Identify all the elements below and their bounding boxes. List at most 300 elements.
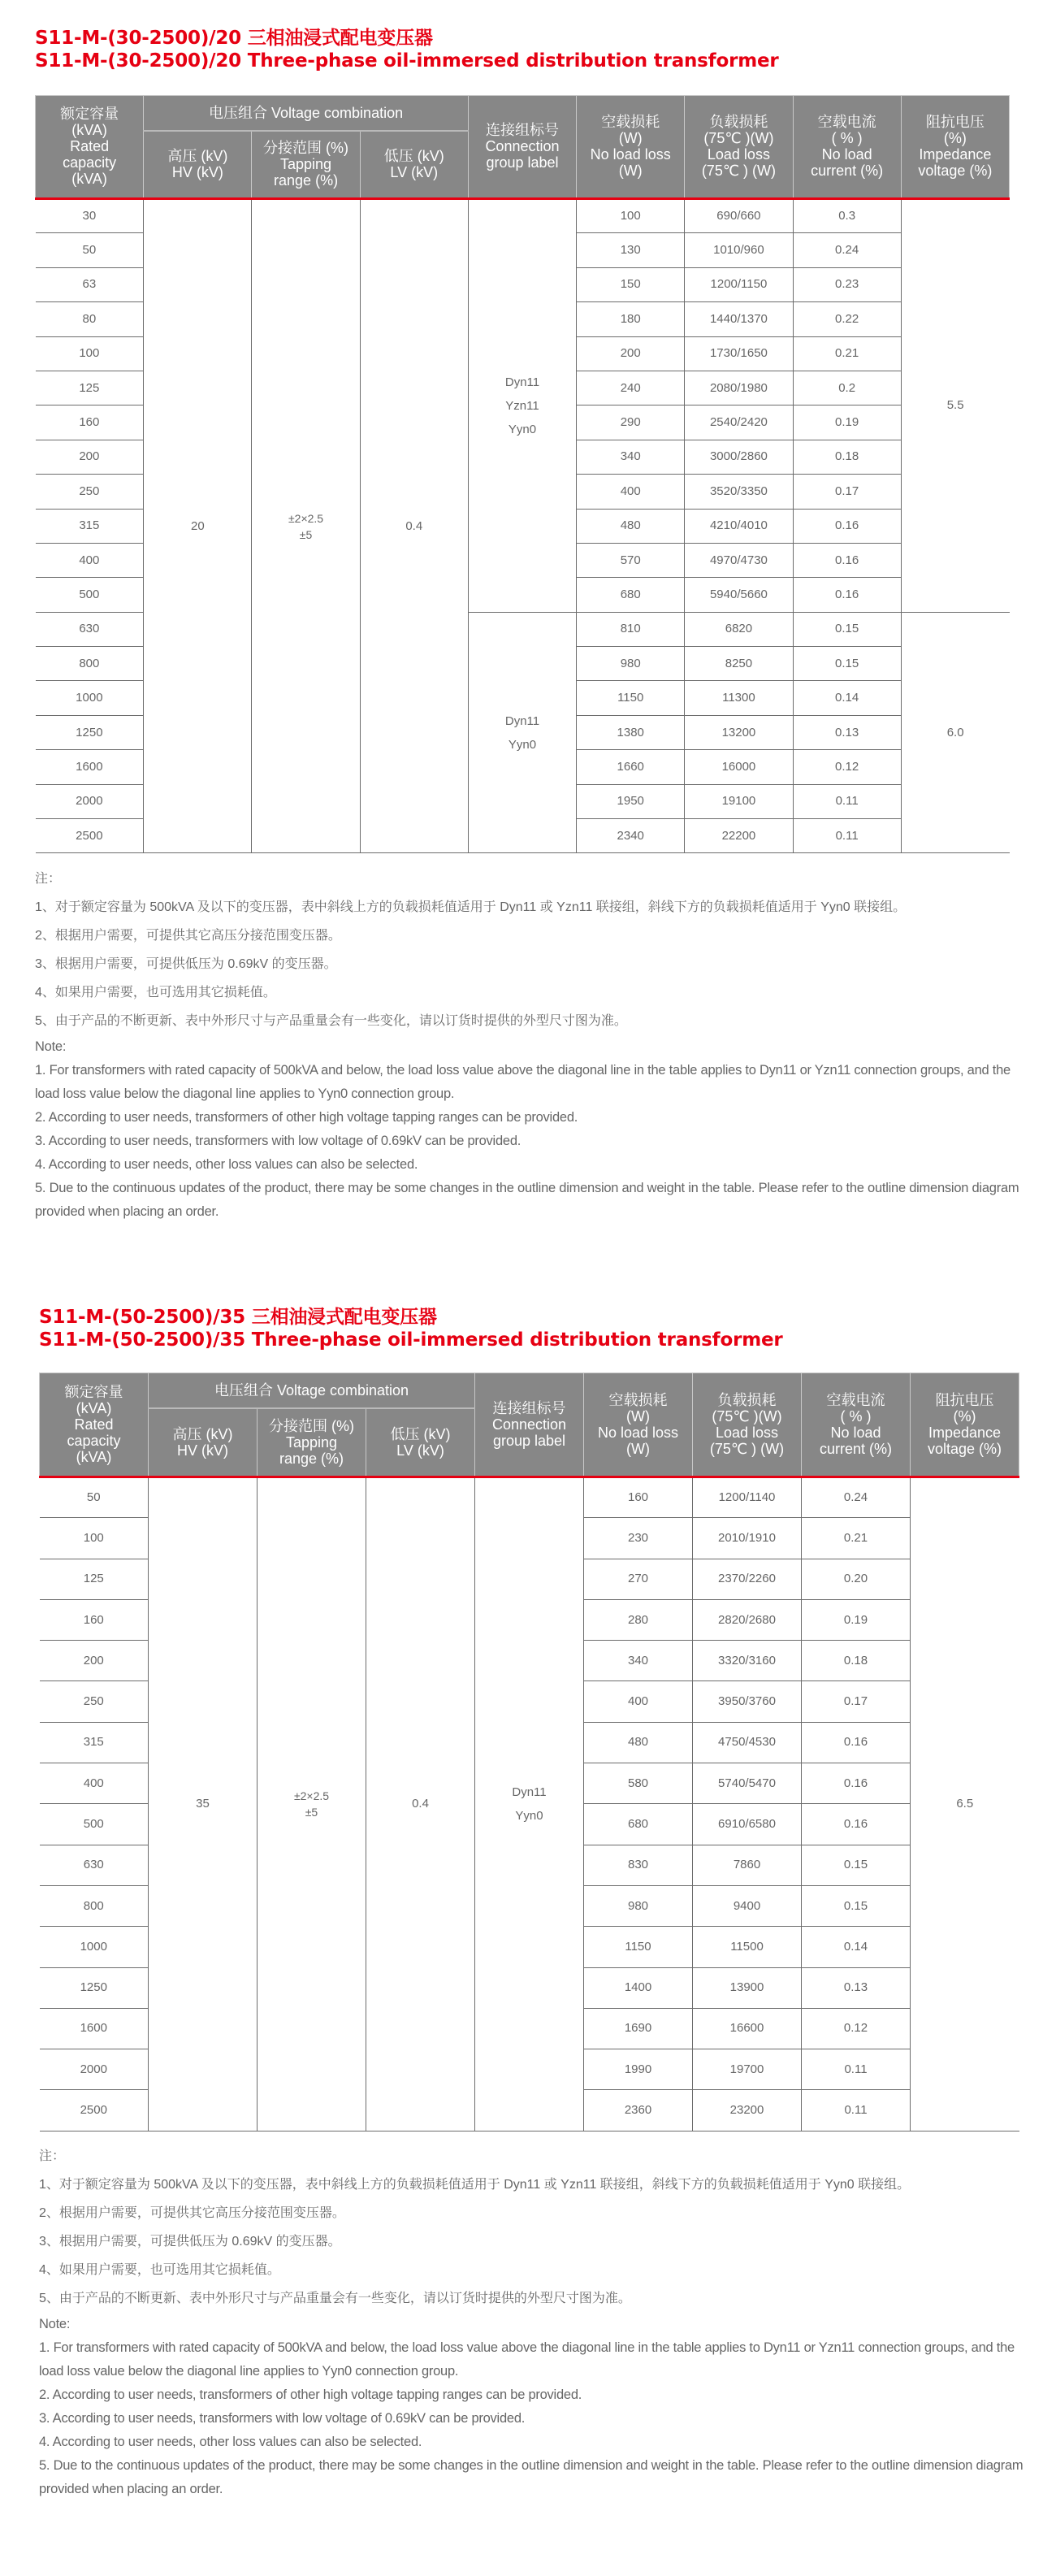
cell-no-load-loss: 2360 bbox=[584, 2090, 693, 2131]
header-text-line: Connection bbox=[491, 1416, 567, 1433]
col-header-rated-capacity bbox=[40, 1373, 149, 1477]
col-header-voltage-combination bbox=[149, 1373, 475, 1409]
header-text bbox=[903, 114, 1007, 179]
cell-rated-capacity: 200 bbox=[40, 1641, 149, 1681]
cell-no-load-current: 0.11 bbox=[802, 2090, 911, 2131]
cell-no-load-current: 0.19 bbox=[802, 1599, 911, 1640]
cell-load-loss: 5740/5470 bbox=[693, 1763, 802, 1804]
cell-rated-capacity: 125 bbox=[40, 1559, 149, 1599]
cell-no-load-loss: 1150 bbox=[584, 1927, 693, 1967]
cell-rated-capacity: 315 bbox=[40, 1722, 149, 1763]
header-text-line: ( % ) bbox=[840, 1407, 872, 1425]
col-header-no-load-loss bbox=[577, 96, 685, 199]
cell-rated-capacity: 2000 bbox=[40, 2049, 149, 2090]
cell-rated-capacity: 315 bbox=[36, 509, 144, 543]
cell-no-load-current: 0.21 bbox=[802, 1518, 911, 1559]
cell-no-load-loss: 400 bbox=[577, 475, 685, 509]
connection-group-value-line: Yyn0 bbox=[515, 1809, 543, 1824]
cell-rated-capacity: 160 bbox=[36, 405, 144, 440]
note-item-zh: 1、对于额定容量为 500kVA 及以下的变压器，表中斜线上方的负载损耗值适用于 Dyn11 或 Yzn11 联接组，斜线下方的负载损耗值适用于 Yyn0 联接组。 bbox=[35, 900, 907, 914]
cell-no-load-current: 0.13 bbox=[793, 715, 901, 749]
connection-group-value bbox=[475, 1780, 583, 1828]
cell-no-load-loss: 570 bbox=[577, 543, 685, 577]
cell-hv: 20 bbox=[144, 198, 252, 852]
connection-group-value-line: Dyn11 bbox=[504, 375, 540, 389]
cell-no-load-loss: 150 bbox=[577, 267, 685, 301]
cell-no-load-loss: 980 bbox=[584, 1885, 693, 1926]
header-text-line: capacity bbox=[63, 154, 117, 171]
cell-no-load-current: 0.15 bbox=[802, 1845, 911, 1885]
col-header-tapping-range bbox=[252, 131, 360, 199]
cell-rated-capacity: 500 bbox=[40, 1804, 149, 1845]
cell-load-loss: 8250 bbox=[685, 647, 793, 681]
header-text-line: current (%) bbox=[819, 1440, 892, 1457]
header-text-line: No load bbox=[821, 146, 872, 163]
note-item-en: 3. According to user needs, transformers with low voltage of 0.69kV can be provided. bbox=[35, 1134, 522, 1148]
cell-rated-capacity: 30 bbox=[36, 198, 144, 232]
cell-no-load-current: 0.24 bbox=[793, 233, 901, 267]
spec-table bbox=[35, 95, 1010, 853]
cell-connection-group bbox=[475, 1477, 584, 2131]
note-item-zh: 1、对于额定容量为 500kVA 及以下的变压器，表中斜线上方的负载损耗值适用于 Dyn11 或 Yzn11 联接组，斜线下方的负载损耗值适用于 Yyn0 联接组。 bbox=[39, 2178, 911, 2192]
cell-no-load-loss: 280 bbox=[584, 1599, 693, 1640]
cell-rated-capacity: 1000 bbox=[36, 681, 144, 715]
header-text-line: (W) bbox=[626, 1407, 650, 1425]
cell-load-loss: 6910/6580 bbox=[693, 1804, 802, 1845]
cell-no-load-current: 0.18 bbox=[793, 440, 901, 474]
header-text bbox=[695, 1392, 799, 1457]
connection-group-value-line: Yzn11 bbox=[505, 398, 539, 413]
cell-no-load-current: 0.19 bbox=[793, 405, 901, 440]
cell-no-load-loss: 580 bbox=[584, 1763, 693, 1804]
cell-load-loss: 2370/2260 bbox=[693, 1559, 802, 1599]
header-text-line: voltage (%) bbox=[918, 163, 993, 180]
cell-rated-capacity: 800 bbox=[36, 647, 144, 681]
col-header-lv bbox=[366, 1408, 475, 1477]
cell-rated-capacity: 1250 bbox=[40, 1967, 149, 2008]
header-text-line: (%) bbox=[943, 130, 967, 147]
header-text-line: LV (kV) bbox=[396, 1442, 444, 1459]
header-text-line: HV (kV) bbox=[171, 164, 223, 181]
cell-load-loss: 13900 bbox=[693, 1967, 802, 2008]
header-text-line: No load loss bbox=[597, 1424, 679, 1441]
cell-rated-capacity: 100 bbox=[36, 336, 144, 371]
cell-no-load-current: 0.16 bbox=[802, 1804, 911, 1845]
note-item-zh: 4、如果用户需要，也可选用其它损耗值。 bbox=[39, 2263, 280, 2277]
notes-chinese bbox=[35, 865, 1022, 1035]
note-item-en: 3. According to user needs, transformers with low voltage of 0.69kV can be provided. bbox=[39, 2411, 526, 2426]
note-item-en: 2. According to user needs, transformers of other high voltage tapping ranges can be provided. bbox=[39, 2387, 582, 2402]
section-title-zh: S11-M-(50-2500)/35 三相油浸式配电变压器 bbox=[39, 1307, 437, 1328]
cell-load-loss: 19100 bbox=[685, 784, 793, 818]
cell-load-loss: 4750/4530 bbox=[693, 1722, 802, 1763]
cell-no-load-current: 0.24 bbox=[802, 1477, 911, 1517]
cell-rated-capacity: 500 bbox=[36, 578, 144, 612]
col-header-voltage-combination bbox=[144, 96, 469, 131]
header-text-line: 阻抗电压 bbox=[935, 1391, 994, 1408]
notes-chinese-title: 注： bbox=[39, 2149, 66, 2163]
cell-lv: 0.4 bbox=[360, 198, 468, 852]
cell-rated-capacity: 1600 bbox=[36, 750, 144, 784]
header-text-line: 高压 (kV) bbox=[167, 148, 228, 165]
header-text-line: (75℃ ) (W) bbox=[709, 1440, 785, 1457]
notes-english bbox=[35, 1035, 1022, 1224]
note-item-en: 5. Due to the continuous updates of the product, there may be some changes in the outline dimension and weight in the table. Please refer to the outline dimension diagram provided when placing an order. bbox=[39, 2458, 1024, 2496]
header-text bbox=[253, 140, 357, 189]
note-item-zh: 5、由于产品的不断更新、表中外形尺寸与产品重量会有一些变化，请以订货时提供的外型尺寸图为准。 bbox=[35, 1014, 627, 1028]
header-text-line: (75℃ )(W) bbox=[703, 130, 774, 147]
notes-english-title: Note: bbox=[39, 2317, 71, 2331]
cell-no-load-current: 0.11 bbox=[793, 784, 901, 818]
cell-no-load-loss: 810 bbox=[577, 612, 685, 646]
col-header-hv bbox=[149, 1408, 258, 1477]
note-item-en: 4. According to user needs, other loss values can also be selected. bbox=[39, 2435, 422, 2449]
cell-load-loss: 13200 bbox=[685, 715, 793, 749]
cell-impedance-voltage: 6.5 bbox=[911, 1477, 1019, 2131]
header-text bbox=[795, 114, 899, 179]
cell-tapping-range bbox=[252, 198, 360, 852]
connection-group-value bbox=[469, 709, 576, 757]
cell-rated-capacity: 630 bbox=[36, 612, 144, 646]
cell-load-loss: 3950/3760 bbox=[693, 1681, 802, 1722]
cell-no-load-loss: 100 bbox=[577, 198, 685, 232]
header-text-line: 高压 (kV) bbox=[172, 1426, 233, 1442]
cell-no-load-current: 0.16 bbox=[802, 1722, 911, 1763]
cell-no-load-loss: 830 bbox=[584, 1845, 693, 1885]
notes-chinese-title: 注： bbox=[35, 872, 62, 886]
cell-load-loss: 1010/960 bbox=[685, 233, 793, 267]
cell-no-load-current: 0.11 bbox=[802, 2049, 911, 2090]
cell-no-load-loss: 290 bbox=[577, 405, 685, 440]
notes-block bbox=[39, 2142, 1026, 2501]
cell-no-load-loss: 200 bbox=[577, 336, 685, 371]
cell-rated-capacity: 50 bbox=[36, 233, 144, 267]
cell-load-loss: 3000/2860 bbox=[685, 440, 793, 474]
note-item-en: 4. According to user needs, other loss values can also be selected. bbox=[35, 1157, 418, 1172]
header-text-line: Tapping bbox=[280, 156, 332, 173]
tapping-value-line: ±5 bbox=[305, 1806, 318, 1819]
cell-rated-capacity: 400 bbox=[36, 543, 144, 577]
header-text-line: ( % ) bbox=[831, 130, 863, 147]
cell-no-load-loss: 480 bbox=[584, 1722, 693, 1763]
cell-load-loss: 4970/4730 bbox=[685, 543, 793, 577]
cell-rated-capacity: 630 bbox=[40, 1845, 149, 1885]
header-text-line: Impedance bbox=[919, 146, 992, 163]
cell-no-load-current: 0.12 bbox=[802, 2008, 911, 2049]
cell-rated-capacity: 200 bbox=[36, 440, 144, 474]
header-text-line: No load bbox=[830, 1424, 881, 1441]
cell-no-load-loss: 160 bbox=[584, 1477, 693, 1517]
header-text-line: (75℃ ) (W) bbox=[701, 163, 777, 180]
cell-load-loss: 11500 bbox=[693, 1927, 802, 1967]
cell-no-load-loss: 1950 bbox=[577, 784, 685, 818]
cell-no-load-current: 0.14 bbox=[793, 681, 901, 715]
tapping-value-line: ±5 bbox=[299, 527, 313, 541]
cell-load-loss: 3520/3350 bbox=[685, 475, 793, 509]
notes-english-title: Note: bbox=[35, 1039, 67, 1054]
cell-no-load-loss: 1690 bbox=[584, 2008, 693, 2049]
header-text-line: 负载损耗 bbox=[709, 114, 768, 131]
cell-no-load-current: 0.2 bbox=[793, 371, 901, 405]
cell-connection-group bbox=[468, 612, 576, 853]
cell-no-load-current: 0.20 bbox=[802, 1559, 911, 1599]
header-text-line: 空载电流 bbox=[826, 1391, 885, 1408]
header-text bbox=[912, 1392, 1017, 1457]
table-row bbox=[36, 198, 1010, 232]
cell-load-loss: 22200 bbox=[685, 819, 793, 853]
cell-no-load-current: 0.14 bbox=[802, 1927, 911, 1967]
cell-rated-capacity: 160 bbox=[40, 1599, 149, 1640]
cell-no-load-loss: 1990 bbox=[584, 2049, 693, 2090]
note-item-zh: 5、由于产品的不断更新、表中外形尺寸与产品重量会有一些变化，请以订货时提供的外型尺寸图为准。 bbox=[39, 2292, 631, 2305]
header-text-line: 空载电流 bbox=[817, 114, 876, 131]
header-text-line: 额定容量 bbox=[64, 1383, 123, 1400]
header-text-line: 低压 (kV) bbox=[390, 1426, 451, 1442]
header-text: 电压组合 Voltage combination bbox=[214, 1382, 409, 1399]
section-title-zh: S11-M-(30-2500)/20 三相油浸式配电变压器 bbox=[35, 28, 433, 49]
cell-rated-capacity: 2500 bbox=[40, 2090, 149, 2131]
cell-load-loss: 16000 bbox=[685, 750, 793, 784]
cell-load-loss: 19700 bbox=[693, 2049, 802, 2090]
header-text-line: range (%) bbox=[279, 1451, 344, 1467]
cell-load-loss: 1730/1650 bbox=[685, 336, 793, 371]
header-text-line: (75℃ )(W) bbox=[712, 1407, 782, 1425]
cell-load-loss: 2010/1910 bbox=[693, 1518, 802, 1559]
header-text-line: Load loss bbox=[715, 1424, 779, 1441]
header-text bbox=[259, 1418, 364, 1467]
connection-group-value-line: Yyn0 bbox=[508, 737, 537, 752]
cell-no-load-current: 0.22 bbox=[793, 302, 901, 336]
note-item-en: 1. For transformers with rated capacity of 500kVA and below, the load loss value above the diagonal line in the table applies to Dyn11 or Yzn11 connection groups, and the load loss value below the diagonal line applies to Yyn0 connection group. bbox=[35, 1063, 1011, 1101]
tapping-value bbox=[252, 510, 359, 543]
cell-rated-capacity: 1000 bbox=[40, 1927, 149, 1967]
header-text-line: (kVA) bbox=[76, 1448, 112, 1465]
cell-rated-capacity: 63 bbox=[36, 267, 144, 301]
cell-no-load-current: 0.11 bbox=[793, 819, 901, 853]
cell-no-load-current: 0.16 bbox=[793, 578, 901, 612]
connection-group-value-line: Dyn11 bbox=[512, 1785, 547, 1800]
header-text-line: Tapping bbox=[285, 1434, 338, 1451]
header-text-line: 分接范围 (%) bbox=[263, 140, 349, 157]
cell-load-loss: 9400 bbox=[693, 1885, 802, 1926]
header-text-line: 阻抗电压 bbox=[925, 114, 985, 131]
cell-no-load-current: 0.23 bbox=[793, 267, 901, 301]
header-text bbox=[368, 1426, 473, 1459]
cell-rated-capacity: 2500 bbox=[36, 819, 144, 853]
cell-load-loss: 2820/2680 bbox=[693, 1599, 802, 1640]
header-text bbox=[578, 114, 682, 179]
col-header-hv bbox=[144, 131, 252, 199]
header-text-line: Rated bbox=[70, 138, 110, 155]
header-text-line: range (%) bbox=[274, 172, 339, 189]
cell-no-load-current: 0.13 bbox=[802, 1967, 911, 2008]
cell-load-loss: 1200/1140 bbox=[693, 1477, 802, 1517]
header-text bbox=[145, 148, 249, 180]
col-header-impedance-voltage bbox=[901, 96, 1009, 199]
cell-impedance-voltage: 6.0 bbox=[901, 612, 1009, 853]
header-text bbox=[477, 1400, 582, 1449]
section-title-en: S11-M-(30-2500)/20 Three-phase oil-immersed distribution transformer bbox=[35, 50, 779, 72]
col-header-no-load-current bbox=[802, 1373, 911, 1477]
col-header-rated-capacity bbox=[36, 96, 144, 199]
cell-no-load-loss: 1150 bbox=[577, 681, 685, 715]
header-text-line: (W) bbox=[626, 1440, 650, 1457]
note-item-en: 1. For transformers with rated capacity of 500kVA and below, the load loss value above the diagonal line in the table applies to Dyn11 or Yzn11 connection groups, and the load loss value below the diagonal line applies to Yyn0 connection group. bbox=[39, 2340, 1015, 2379]
header-text-line: 连接组标号 bbox=[492, 1399, 566, 1416]
header-text-line: (kVA) bbox=[76, 1399, 112, 1416]
cell-rated-capacity: 400 bbox=[40, 1763, 149, 1804]
header-text-line: Connection bbox=[485, 138, 560, 155]
note-item-en: 5. Due to the continuous updates of the product, there may be some changes in the outline dimension and weight in the table. Please refer to the outline dimension diagram provided when placing an order. bbox=[35, 1181, 1019, 1219]
header-text-line: (kVA) bbox=[71, 122, 107, 139]
cell-rated-capacity: 1250 bbox=[36, 715, 144, 749]
connection-group-value bbox=[469, 371, 576, 441]
cell-no-load-loss: 340 bbox=[577, 440, 685, 474]
cell-no-load-loss: 680 bbox=[577, 578, 685, 612]
col-header-no-load-current bbox=[793, 96, 901, 199]
tapping-value-line: ±2×2.5 bbox=[288, 511, 324, 525]
header-text-line: HV (kV) bbox=[177, 1442, 228, 1459]
header-text-line: 空载损耗 bbox=[608, 1391, 668, 1408]
cell-no-load-current: 0.16 bbox=[793, 509, 901, 543]
header-text-line: 低压 (kV) bbox=[383, 148, 444, 165]
cell-load-loss: 1440/1370 bbox=[685, 302, 793, 336]
cell-load-loss: 2080/1980 bbox=[685, 371, 793, 405]
header-text bbox=[470, 122, 574, 171]
cell-rated-capacity: 2000 bbox=[36, 784, 144, 818]
cell-tapping-range bbox=[258, 1477, 366, 2131]
notes-chinese bbox=[39, 2142, 1026, 2313]
cell-load-loss: 2540/2420 bbox=[685, 405, 793, 440]
cell-no-load-loss: 130 bbox=[577, 233, 685, 267]
cell-no-load-current: 0.15 bbox=[793, 647, 901, 681]
cell-no-load-current: 0.3 bbox=[793, 198, 901, 232]
header-text-line: No load loss bbox=[590, 146, 671, 163]
cell-no-load-loss: 1660 bbox=[577, 750, 685, 784]
col-header-connection-group bbox=[475, 1373, 584, 1477]
cell-no-load-current: 0.15 bbox=[802, 1885, 911, 1926]
header-text bbox=[803, 1392, 908, 1457]
cell-no-load-loss: 340 bbox=[584, 1641, 693, 1681]
header-text-line: (W) bbox=[618, 163, 643, 180]
cell-no-load-current: 0.12 bbox=[793, 750, 901, 784]
header-text-line: 连接组标号 bbox=[485, 122, 559, 139]
header-text-line: 负载损耗 bbox=[717, 1391, 777, 1408]
section-title-en: S11-M-(50-2500)/35 Three-phase oil-immersed distribution transformer bbox=[39, 1329, 783, 1351]
note-item-zh: 3、根据用户需要，可提供低压为 0.69kV 的变压器。 bbox=[35, 957, 337, 971]
header-text bbox=[686, 114, 790, 179]
cell-load-loss: 11300 bbox=[685, 681, 793, 715]
cell-rated-capacity: 1600 bbox=[40, 2008, 149, 2049]
connection-group-value-line: Yyn0 bbox=[508, 422, 537, 436]
notes-block bbox=[35, 865, 1022, 1224]
header-text: 电压组合 Voltage combination bbox=[208, 104, 404, 121]
header-text-line: (kVA) bbox=[71, 171, 107, 188]
header-text bbox=[41, 1384, 146, 1465]
table-row bbox=[40, 1477, 1019, 1517]
cell-rated-capacity: 800 bbox=[40, 1885, 149, 1926]
cell-no-load-loss: 980 bbox=[577, 647, 685, 681]
cell-no-load-current: 0.16 bbox=[802, 1763, 911, 1804]
col-header-no-load-loss bbox=[584, 1373, 693, 1477]
cell-impedance-voltage: 5.5 bbox=[901, 198, 1009, 612]
connection-group-value-line: Dyn11 bbox=[504, 713, 540, 728]
col-header-tapping-range bbox=[258, 1408, 366, 1477]
header-text-line: group label bbox=[492, 1432, 566, 1449]
col-header-connection-group bbox=[468, 96, 576, 199]
cell-load-loss: 690/660 bbox=[685, 198, 793, 232]
cell-load-loss: 7860 bbox=[693, 1845, 802, 1885]
cell-load-loss: 1200/1150 bbox=[685, 267, 793, 301]
cell-lv: 0.4 bbox=[366, 1477, 475, 2131]
spec-table bbox=[39, 1373, 1019, 2131]
header-text bbox=[37, 106, 141, 187]
tapping-value bbox=[258, 1788, 366, 1820]
cell-no-load-current: 0.17 bbox=[793, 475, 901, 509]
note-item-zh: 3、根据用户需要，可提供低压为 0.69kV 的变压器。 bbox=[39, 2235, 341, 2249]
header-text-line: (W) bbox=[618, 130, 643, 147]
header-text-line: Rated bbox=[74, 1416, 114, 1433]
header-text-line: Load loss bbox=[707, 146, 770, 163]
cell-rated-capacity: 250 bbox=[36, 475, 144, 509]
cell-no-load-current: 0.18 bbox=[802, 1641, 911, 1681]
col-header-load-loss bbox=[693, 1373, 802, 1477]
cell-hv: 35 bbox=[149, 1477, 258, 2131]
cell-load-loss: 4210/4010 bbox=[685, 509, 793, 543]
cell-no-load-loss: 480 bbox=[577, 509, 685, 543]
cell-no-load-loss: 1400 bbox=[584, 1967, 693, 2008]
header-text-line: voltage (%) bbox=[927, 1440, 1002, 1457]
cell-no-load-loss: 240 bbox=[577, 371, 685, 405]
cell-rated-capacity: 50 bbox=[40, 1477, 149, 1517]
cell-load-loss: 23200 bbox=[693, 2090, 802, 2131]
cell-no-load-loss: 2340 bbox=[577, 819, 685, 853]
cell-load-loss: 16600 bbox=[693, 2008, 802, 2049]
note-item-en: 2. According to user needs, transformers of other high voltage tapping ranges can be provided. bbox=[35, 1110, 578, 1125]
cell-connection-group bbox=[468, 198, 576, 612]
header-text-line: (%) bbox=[953, 1407, 976, 1425]
cell-rated-capacity: 250 bbox=[40, 1681, 149, 1722]
cell-no-load-loss: 400 bbox=[584, 1681, 693, 1722]
header-text-line: 分接范围 (%) bbox=[269, 1418, 354, 1434]
note-item-zh: 4、如果用户需要，也可选用其它损耗值。 bbox=[35, 986, 276, 1000]
cell-rated-capacity: 100 bbox=[40, 1518, 149, 1559]
tapping-value-line: ±2×2.5 bbox=[293, 1789, 330, 1803]
cell-no-load-loss: 270 bbox=[584, 1559, 693, 1599]
header-text-line: LV (kV) bbox=[390, 164, 439, 181]
cell-rated-capacity: 80 bbox=[36, 302, 144, 336]
cell-no-load-loss: 1380 bbox=[577, 715, 685, 749]
col-header-lv bbox=[360, 131, 468, 199]
col-header-impedance-voltage bbox=[911, 1373, 1019, 1477]
note-item-zh: 2、根据用户需要，可提供其它高压分接范围变压器。 bbox=[39, 2206, 345, 2220]
cell-no-load-loss: 680 bbox=[584, 1804, 693, 1845]
cell-no-load-current: 0.16 bbox=[793, 543, 901, 577]
notes-english bbox=[39, 2313, 1026, 2501]
header-text-line: current (%) bbox=[811, 163, 884, 180]
cell-no-load-loss: 230 bbox=[584, 1518, 693, 1559]
cell-load-loss: 5940/5660 bbox=[685, 578, 793, 612]
cell-no-load-loss: 180 bbox=[577, 302, 685, 336]
header-text bbox=[586, 1392, 690, 1457]
header-text-line: 空载损耗 bbox=[601, 114, 660, 131]
cell-no-load-current: 0.15 bbox=[793, 612, 901, 646]
header-text-line: capacity bbox=[67, 1432, 121, 1449]
cell-no-load-current: 0.17 bbox=[802, 1681, 911, 1722]
col-header-load-loss bbox=[685, 96, 793, 199]
header-text-line: group label bbox=[486, 154, 559, 171]
cell-load-loss: 6820 bbox=[685, 612, 793, 646]
